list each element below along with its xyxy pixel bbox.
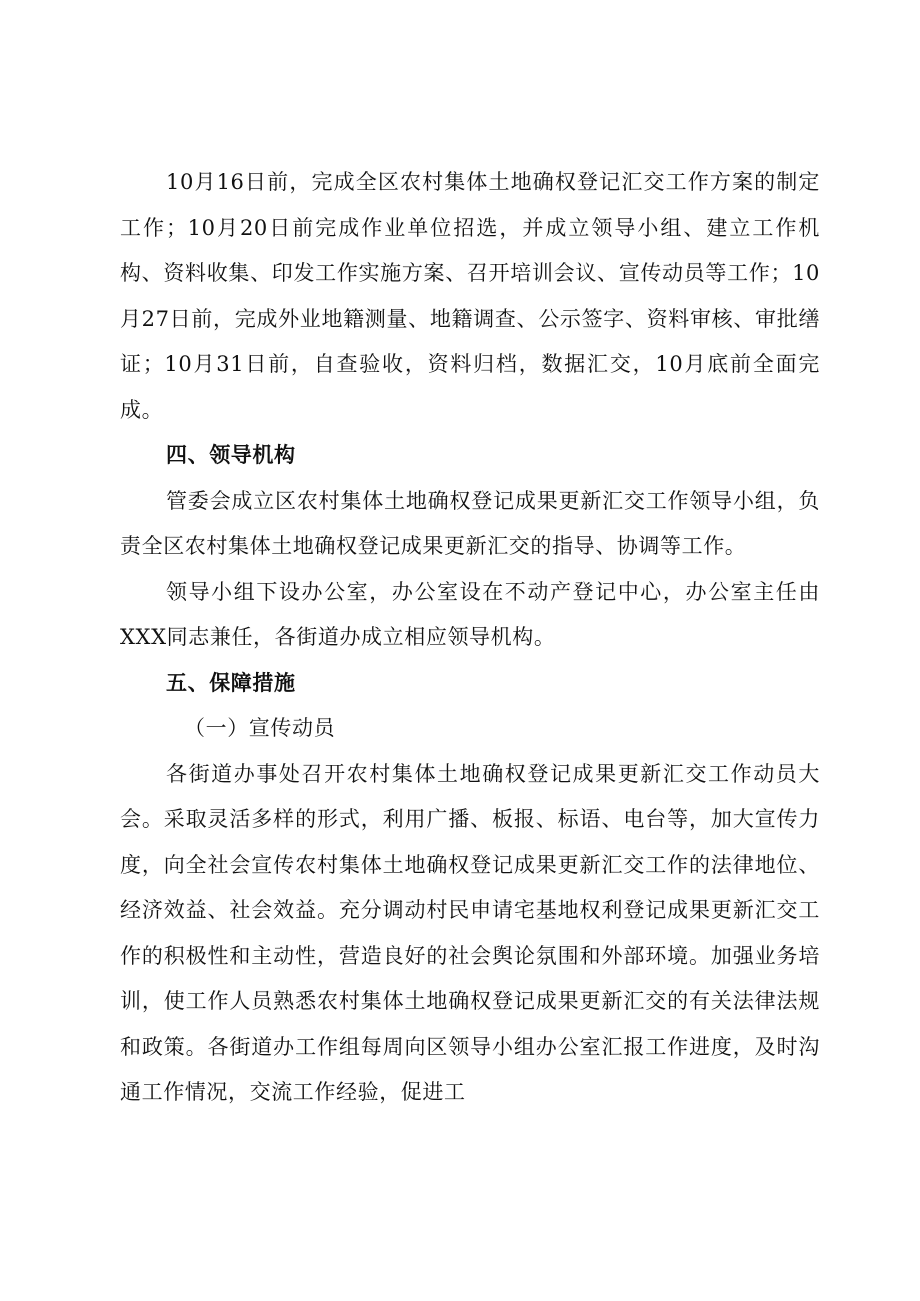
paragraph-leadership-group: 管委会成立区农村集体土地确权登记成果更新汇交工作领导小组，负责全区农村集体土地确权登记成果更新汇交的指导、协调等工作。 bbox=[120, 488, 820, 558]
document-body bbox=[120, 160, 820, 1116]
section-heading-leadership: 四、领导机构 bbox=[166, 443, 296, 467]
section-heading-safeguards: 五、保障措施 bbox=[166, 670, 296, 695]
paragraph-leadership-office: 领导小组下设办公室，办公室设在不动产登记中心，办公室主任由XXX同志兼任，各街道办成立相应领导机构。 bbox=[120, 579, 820, 649]
paragraph-schedule: 10月16日前，完成全区农村集体土地确权登记汇交工作方案的制定工作；10月20日前完成作业单位招选，并成立领导小组、建立工作机构、资料收集、印发工作实施方案、召开培训会议、宣传动员等工作；10月27日前，完成外业地籍测量、地籍调查、公示签字、资料审核、审批缮证；10月31日前，自查验收，资料归档，数据汇交，10月底前全面完成。 bbox=[120, 170, 820, 422]
paragraph-publicity: 各街道办事处召开农村集体土地确权登记成果更新汇交工作动员大会。采取灵活多样的形式，利用广播、板报、标语、电台等，加大宣传力度，向全社会宣传农村集体土地确权登记成果更新汇交工作的法律地位、经济效益、社会效益。充分调动村民申请宅基地权利登记成果更新汇交工作的积极性和主动性，营造良好的社会舆论氛围和外部环境。加强业务培训，使工作人员熟悉农村集体土地确权登记成果更新汇交的有关法律法规和政策。各街道办工作组每周向区领导小组办公室汇报工作进度，及时沟通工作情况，交流工作经验，促进工 bbox=[120, 761, 820, 1104]
sub-heading-publicity: （一）宣传动员 bbox=[184, 716, 336, 740]
